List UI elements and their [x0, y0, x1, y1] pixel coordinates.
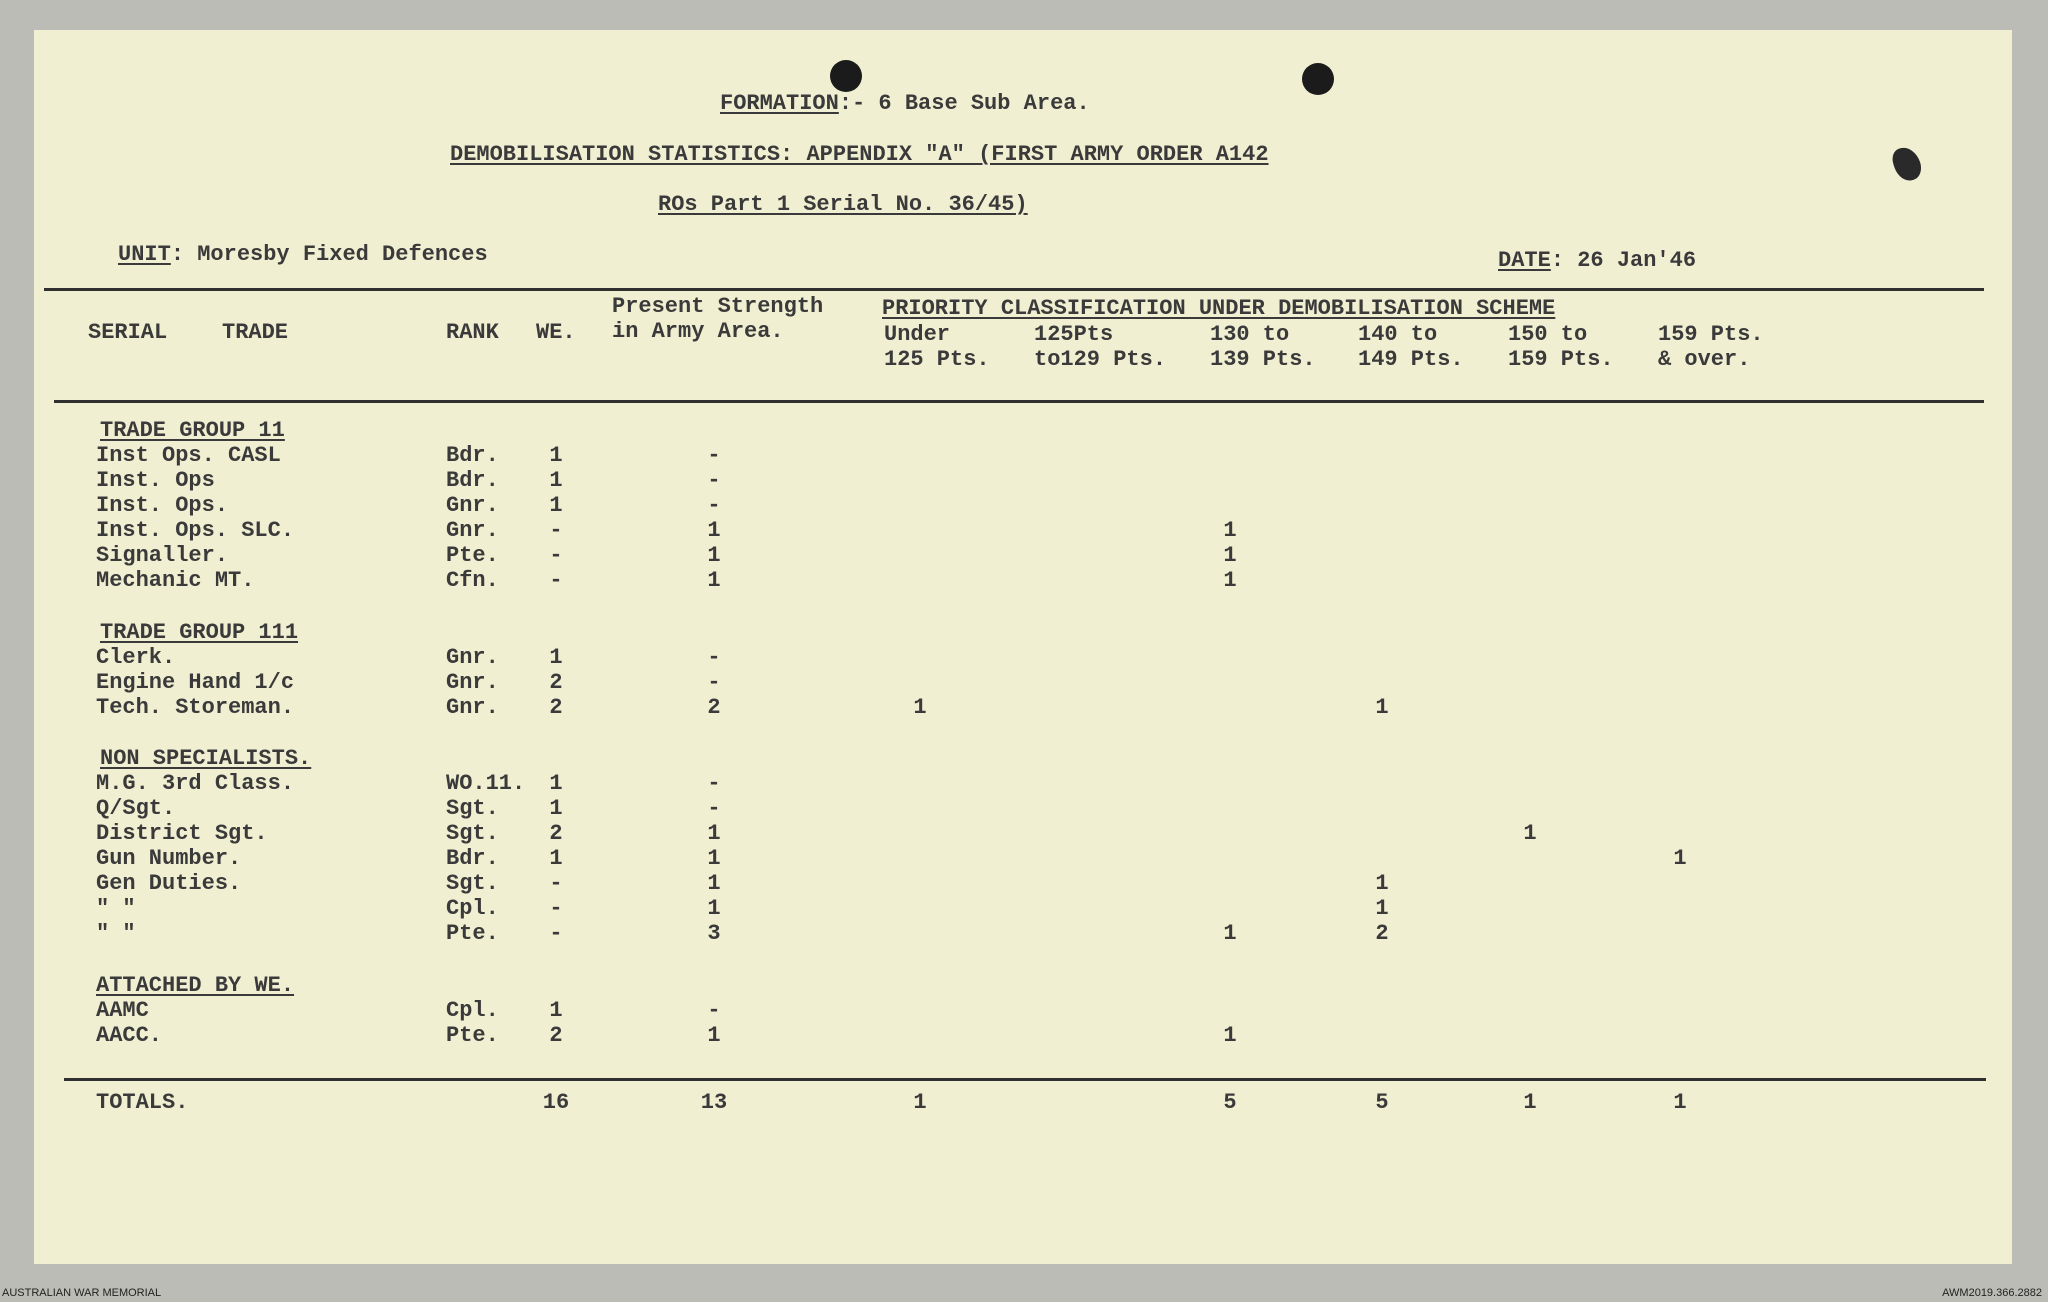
cell-rank: Bdr. — [446, 443, 499, 468]
cell-rank: Sgt. — [446, 796, 499, 821]
cell-rank: Cfn. — [446, 568, 499, 593]
cell-p4: 1 — [1375, 896, 1389, 921]
cell-rank: Gnr. — [446, 695, 499, 720]
col-p4-line1: 140 to — [1358, 322, 1438, 347]
cell-present: 1 — [707, 568, 721, 593]
rule-totals — [64, 1078, 1986, 1081]
cell-we: 1 — [549, 645, 563, 670]
document-title: DEMOBILISATION STATISTICS: APPENDIX "A" (FIRST ARMY ORDER A142 — [450, 142, 1269, 167]
group-title-non-specialists: NON SPECIALISTS. — [100, 746, 312, 771]
cell-trade: M.G. 3rd Class. — [96, 771, 295, 796]
cell-trade: Inst. Ops. SLC. — [96, 518, 295, 543]
cell-present: 1 — [707, 821, 721, 846]
cell-p3: 1 — [1223, 543, 1237, 568]
cell-present: - — [707, 468, 721, 493]
cell-p5: 1 — [1523, 821, 1537, 846]
cell-trade: AACC. — [96, 1023, 163, 1048]
cell-present: 1 — [707, 871, 721, 896]
col-serial: SERIAL — [88, 320, 168, 345]
footer-accession: AWM2019.366.2882 — [1942, 1287, 2042, 1299]
cell-trade: " " — [96, 896, 136, 921]
cell-rank: Cpl. — [446, 998, 499, 1023]
cell-trade: Gen Duties. — [96, 871, 242, 896]
punch-hole — [830, 60, 862, 92]
table-row — [34, 846, 2012, 871]
rule-top — [44, 288, 1984, 291]
table-row — [34, 468, 2012, 493]
cell-we: 1 — [549, 771, 563, 796]
col-p3-line2: 139 Pts. — [1210, 347, 1316, 372]
col-p3-line1: 130 to — [1210, 322, 1290, 347]
cell-p3: 1 — [1223, 568, 1237, 593]
cell-rank: Gnr. — [446, 493, 499, 518]
cell-present: 1 — [707, 896, 721, 921]
cell-trade: Mechanic MT. — [96, 568, 255, 593]
cell-trade: Inst. Ops. — [96, 493, 229, 518]
cell-present: - — [707, 645, 721, 670]
punch-hole — [1302, 63, 1334, 95]
cell-we: 1 — [549, 796, 563, 821]
cell-present: - — [707, 998, 721, 1023]
col-p6-line1: 159 Pts. — [1658, 322, 1764, 347]
cell-present: 2 — [707, 695, 721, 720]
cell-we: - — [549, 871, 563, 896]
cell-trade: Q/Sgt. — [96, 796, 176, 821]
cell-trade: Clerk. — [96, 645, 176, 670]
cell-rank: Cpl. — [446, 896, 499, 921]
totals-p3: 5 — [1223, 1090, 1237, 1115]
cell-present: 1 — [707, 1023, 721, 1048]
cell-we: 1 — [549, 998, 563, 1023]
unit-line — [118, 242, 488, 267]
table-row — [34, 543, 2012, 568]
cell-trade: Gun Number. — [96, 846, 242, 871]
col-p2-line1: 125Pts — [1034, 322, 1114, 347]
formation-value: :- 6 Base Sub Area. — [838, 91, 1090, 116]
cell-trade: " " — [96, 921, 136, 946]
totals-p6: 1 — [1673, 1090, 1687, 1115]
cell-present: - — [707, 771, 721, 796]
cell-present: - — [707, 796, 721, 821]
totals-p1: 1 — [913, 1090, 927, 1115]
cell-present: 3 — [707, 921, 721, 946]
cell-trade: Engine Hand 1/c — [96, 670, 295, 695]
cell-rank: Pte. — [446, 543, 499, 568]
col-trade: TRADE — [222, 320, 289, 345]
cell-trade: Signaller. — [96, 543, 229, 568]
cell-rank: Gnr. — [446, 518, 499, 543]
cell-p4: 1 — [1375, 695, 1389, 720]
cell-present: 1 — [707, 543, 721, 568]
cell-rank: WO.11. — [446, 771, 526, 796]
table-row — [34, 493, 2012, 518]
formation-label: FORMATION — [720, 91, 839, 116]
cell-rank: Pte. — [446, 1023, 499, 1048]
cell-rank: Bdr. — [446, 468, 499, 493]
cell-we: 1 — [549, 846, 563, 871]
table-row — [34, 518, 2012, 543]
table-row — [34, 796, 2012, 821]
table-row — [34, 921, 2012, 946]
col-rank: RANK — [446, 320, 499, 345]
date-value: : 26 Jan'46 — [1550, 248, 1697, 273]
cell-we: 2 — [549, 695, 563, 720]
cell-trade: Inst Ops. CASL — [96, 443, 281, 468]
cell-present: - — [707, 670, 721, 695]
table-row — [34, 568, 2012, 593]
document-page — [34, 30, 2012, 1264]
col-present-line2: in Army Area. — [612, 319, 784, 344]
table-row — [34, 871, 2012, 896]
cell-we: - — [549, 568, 563, 593]
table-row — [34, 645, 2012, 670]
cell-we: 2 — [549, 670, 563, 695]
cell-rank: Gnr. — [446, 645, 499, 670]
cell-rank: Sgt. — [446, 871, 499, 896]
date-label: DATE — [1498, 248, 1551, 273]
table-row — [34, 821, 2012, 846]
cell-p3: 1 — [1223, 1023, 1237, 1048]
col-p5-line1: 150 to — [1508, 322, 1588, 347]
unit-value: : Moresby Fixed Defences — [170, 242, 488, 267]
group-title-attached-by-we: ATTACHED BY WE. — [96, 973, 295, 998]
table-row — [34, 695, 2012, 720]
col-priority-title: PRIORITY CLASSIFICATION UNDER DEMOBILISATION SCHEME — [882, 296, 1556, 321]
cell-rank: Pte. — [446, 921, 499, 946]
cell-trade: AAMC — [96, 998, 149, 1023]
cell-p3: 1 — [1223, 518, 1237, 543]
col-p5-line2: 159 Pts. — [1508, 347, 1614, 372]
col-p6-line2: & over. — [1658, 347, 1751, 372]
col-p2-line2: to129 Pts. — [1034, 347, 1167, 372]
cell-we: - — [549, 921, 563, 946]
cell-trade: Tech. Storeman. — [96, 695, 295, 720]
group-title-trade-group-11: TRADE GROUP 11 — [100, 418, 285, 443]
cell-p4: 2 — [1375, 921, 1389, 946]
table-row — [34, 771, 2012, 796]
col-p4-line2: 149 Pts. — [1358, 347, 1464, 372]
paper-tear — [1889, 144, 1924, 184]
totals-row — [34, 1090, 2012, 1115]
cell-p4: 1 — [1375, 871, 1389, 896]
table-row — [34, 896, 2012, 921]
rule-header — [54, 400, 1984, 403]
cell-p6: 1 — [1673, 846, 1687, 871]
table-row — [34, 443, 2012, 468]
date-line — [1498, 248, 1696, 273]
cell-present: - — [707, 493, 721, 518]
footer-credit: AUSTRALIAN WAR MEMORIAL — [2, 1287, 162, 1299]
totals-label: TOTALS. — [96, 1090, 189, 1115]
cell-we: - — [549, 896, 563, 921]
cell-p1: 1 — [913, 695, 927, 720]
cell-we: 2 — [549, 821, 563, 846]
formation-line — [720, 91, 1090, 116]
cell-we: 1 — [549, 443, 563, 468]
cell-we: 1 — [549, 493, 563, 518]
cell-present: - — [707, 443, 721, 468]
totals-p5: 1 — [1523, 1090, 1537, 1115]
table-row — [34, 1023, 2012, 1048]
totals-we: 16 — [542, 1090, 570, 1115]
cell-present: 1 — [707, 846, 721, 871]
col-p1-line2: 125 Pts. — [884, 347, 990, 372]
col-p1-line1: Under — [884, 322, 951, 347]
document-subtitle: ROs Part 1 Serial No. 36/45) — [658, 192, 1028, 217]
cell-rank: Sgt. — [446, 821, 499, 846]
group-title-trade-group-111: TRADE GROUP 111 — [100, 620, 299, 645]
cell-we: 1 — [549, 468, 563, 493]
cell-we: - — [549, 518, 563, 543]
cell-p3: 1 — [1223, 921, 1237, 946]
cell-trade: District Sgt. — [96, 821, 268, 846]
cell-we: 2 — [549, 1023, 563, 1048]
table-row — [34, 998, 2012, 1023]
cell-rank: Bdr. — [446, 846, 499, 871]
table-row — [34, 670, 2012, 695]
totals-p4: 5 — [1375, 1090, 1389, 1115]
col-we: WE. — [536, 320, 576, 345]
cell-trade: Inst. Ops — [96, 468, 215, 493]
cell-we: - — [549, 543, 563, 568]
cell-rank: Gnr. — [446, 670, 499, 695]
totals-present: 13 — [700, 1090, 728, 1115]
cell-present: 1 — [707, 518, 721, 543]
col-present-line1: Present Strength — [612, 294, 824, 319]
unit-label: UNIT — [118, 242, 171, 267]
